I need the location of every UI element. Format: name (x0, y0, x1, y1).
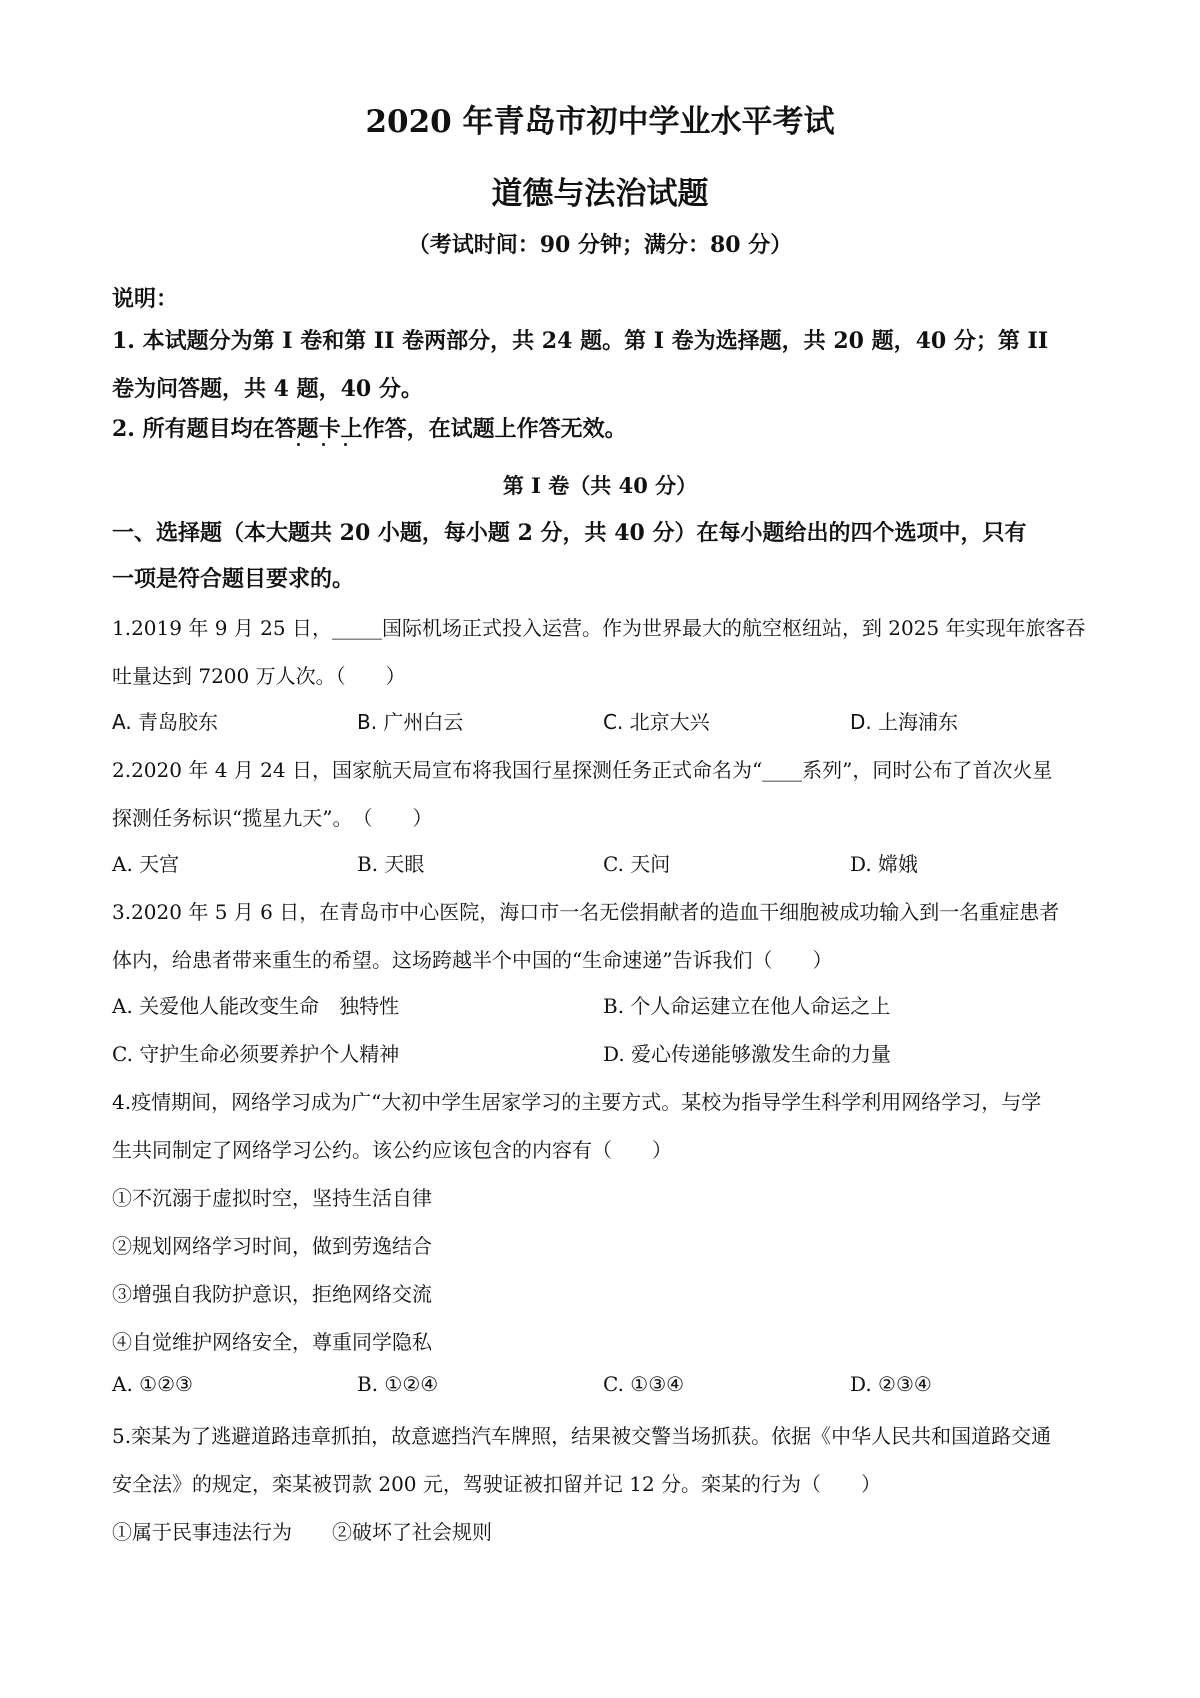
option-c: C. 北京大兴 (603, 710, 710, 734)
statement-2: ②规划网络学习时间，做到劳逸结合 (112, 1234, 432, 1258)
question-5-cont: 安全法》的规定，栾某被罚款 200 元，驾驶证被扣留并记 12 分。栾某的行为（ ） (112, 1472, 882, 1496)
option-b: B. 天眼 (357, 852, 425, 876)
option-b: B. 广州白云 (357, 710, 464, 734)
emphasis-dot (297, 443, 300, 446)
instruction-item-1-cont: 卷为问答题，共 4 题，40 分。 (112, 376, 423, 402)
option-c: C. 守护生命必须要养护个人精神 (112, 1042, 400, 1066)
question-3: 3.2020 年 5 月 6 日，在青岛市中心医院，海口市一名无偿捐献者的造血干细胞被成功输入到一名重症患者 (112, 900, 1060, 924)
option-b: B. 个人命运建立在他人命运之上 (603, 994, 891, 1018)
question-1: 1.2019 年 9 月 25 日，_____国际机场正式投入运营。作为世界最大的航空枢纽站，到 2025 年实现年旅客吞 (112, 616, 1086, 640)
option-c: C. 天问 (603, 852, 671, 876)
option-b: B. ①②④ (357, 1372, 439, 1396)
question-1-cont: 吐量达到 7200 万人次。（ ） (112, 664, 406, 688)
option-c: C. ①③④ (603, 1372, 685, 1396)
section-intro: 一、选择题（本大题共 20 小题，每小题 2 分，共 40 分）在每小题给出的四个选项中，只有 (112, 520, 1027, 546)
instruction-item-2-text: 2. 所有题目均在答题卡上作答，在试题上作答无效。 (112, 416, 627, 442)
emphasis-dot (322, 443, 325, 446)
instruction-item-2 (112, 412, 627, 443)
question-4-cont: 生共同制定了网络学习公约。该公约应该包含的内容有（ ） (112, 1138, 672, 1162)
option-a: A. 关爱他人能改变生命 独特性 (112, 994, 400, 1018)
exam-info: （考试时间：90 分钟；满分：80 分） (407, 232, 793, 258)
option-d: D. 爱心传递能够激发生命的力量 (603, 1042, 892, 1066)
option-d: D. ②③④ (850, 1372, 932, 1396)
question-4: 4.疫情期间，网络学习成为广“大初中学生居家学习的主要方式。某校为指导学生科学利用网络学习，与学 (112, 1090, 1042, 1114)
question-3-cont: 体内，给患者带来重生的希望。这场跨越半个中国的“生命速递”告诉我们（ ） (112, 948, 833, 972)
emphasis-dot (344, 443, 347, 446)
statement-1: ①不沉溺于虚拟时空，坚持生活自律 (112, 1186, 432, 1210)
option-a: A. 天宫 (112, 852, 180, 876)
question-5: 5.栾某为了逃避道路违章抓拍，故意遮挡汽车牌照，结果被交警当场抓获。依据《中华人民共和国道路交通 (112, 1424, 1052, 1448)
question-2: 2.2020 年 4 月 24 日，国家航天局宣布将我国行星探测任务正式命名为“____系列”，同时公布了首次火星 (112, 758, 1053, 782)
statement-4: ④自觉维护网络安全，尊重同学隐私 (112, 1330, 432, 1354)
option-a: A. 青岛胶东 (112, 710, 219, 734)
section-heading: 第 I 卷（共 40 分） (502, 473, 698, 498)
question-2-cont: 探测任务标识“揽星九天”。 （ ） (112, 806, 433, 830)
section-intro-cont: 一项是符合题目要求的。 (112, 566, 355, 592)
option-a: A. ①②③ (112, 1372, 193, 1396)
statement-3: ③增强自我防护意识，拒绝网络交流 (112, 1282, 432, 1306)
statement-1: ①属于民事违法行为 ②破坏了社会规则 (112, 1520, 492, 1544)
instructions-label: 说明： (112, 286, 179, 312)
instruction-item-1: 1. 本试题分为第 I 卷和第 II 卷两部分，共 24 题。第 I 卷为选择题，共 20 题，40 分；第 II (112, 328, 1049, 354)
exam-title: 2020 年青岛市初中学业水平考试 (365, 104, 835, 140)
exam-subject-title: 道德与法治试题 (491, 176, 709, 212)
option-d: D. 嫦娥 (850, 852, 919, 876)
option-d: D. 上海浦东 (850, 710, 959, 734)
